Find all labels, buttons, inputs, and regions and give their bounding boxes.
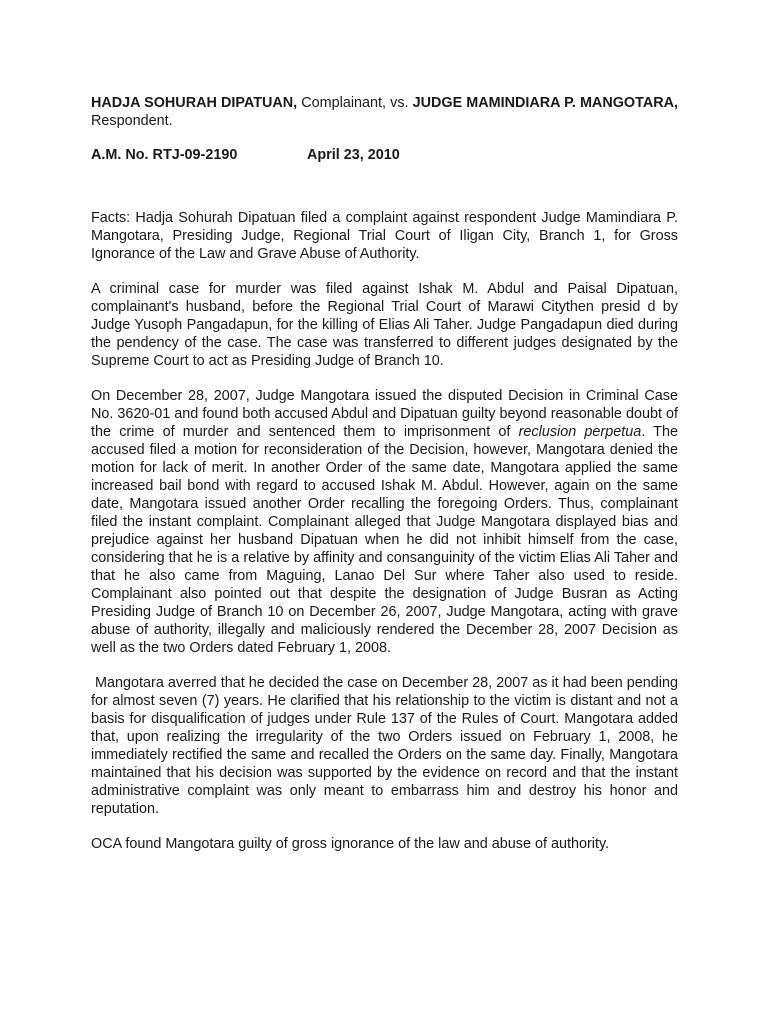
facts-paragraph: Facts: Hadja Sohurah Dipatuan filed a complaint against respondent Judge Mamindiara P. Mangotara, Presiding Judge, Regional Trial Court of Iligan City, Branch 1, for Gross Ignorance of the Law and Grave Abuse of Authority.	[91, 210, 678, 262]
mangotara-averred-text: Mangotara averred that he decided the case on December 28, 2007 as it had been pending for almost seven (7) years. He clarified that his relationship to the victim is distant and not a basis for disqualification of judges under Rule 137 of the Rules of Court. Mangotara added that, upon realizing the irregularity of the two Orders issued on February 1, 2008, he immediately rectified the same and recalled the Orders on the same day. Finally, Mangotara maintained that his decision was supported by the evidence on record and that the instant administrative complaint was only meant to embarrass him and destroy his honor and reputation.	[91, 675, 679, 817]
mangotara-averred-paragraph	[91, 674, 678, 818]
case-number: A.M. No. RTJ-09-2190	[91, 147, 238, 163]
decision-italic-term: reclusion perpetua	[518, 424, 642, 440]
respondent-role: Respondent.	[91, 113, 173, 129]
oca-finding-paragraph: OCA found Mangotara guilty of gross ignorance of the law and abuse of authority.	[91, 836, 610, 852]
decision-text-part2: . The accused filed a motion for reconsideration of the Decision, however, Mangotara denied the motion for lack of merit. In another Order of the same date, Mangotara applied the same increased bail bond with regard to accused Ishak M. Abdul. However, again on the same date, Mangotara issued another Order recalling the foregoing Orders. Thus, complainant filed the instant complaint. Complainant alleged that Judge Mangotara displayed bias and prejudice against her husband Dipatuan when he did not inhibit himself from the case, considering that he is a relative by affinity and consanguinity of the victim Elias Ali Taher and that he also came from Maguing, Lanao Del Sur where Taher also used to reside. Complainant also pointed out that despite the designation of Judge Busran as Acting Presiding Judge of Branch 10 on December 26, 2007, Judge Mangotara, acting with grave abuse of authority, illegally and maliciously rendered the December 28, 2007 Decision as well as the two Orders dated February 1, 2008.	[91, 424, 678, 656]
criminal-case-paragraph: A criminal case for murder was filed against Ishak M. Abdul and Paisal Dipatuan, complainant's husband, before the Regional Trial Court of Marawi Citythen presid d by Judge Yusoph Pangadapun, for the killing of Elias Ali Taher. Judge Pangadapun died during the pendency of the case. The case was transferred to different judges designated by the Supreme Court to act as Presiding Judge of Branch 10.	[91, 281, 678, 369]
decision-paragraph	[91, 387, 678, 657]
case-caption	[91, 94, 678, 130]
case-date: April 23, 2010	[307, 147, 400, 163]
document-body	[91, 94, 678, 853]
respondent-name: JUDGE MAMINDIARA P. MANGOTARA,	[412, 95, 678, 111]
complainant-role: Complainant, vs.	[297, 95, 413, 111]
complainant-name: HADJA SOHURAH DIPATUAN,	[91, 95, 298, 111]
decision-text-part1: On December 28, 2007, Judge Mangotara issued the disputed Decision in Criminal Case No. 3620-01 and found both accused Abdul and Dipatuan guilty beyond reasonable doubt of the crime of murder and sentenced them to imprisonment of	[91, 388, 678, 440]
case-reference	[91, 146, 678, 164]
